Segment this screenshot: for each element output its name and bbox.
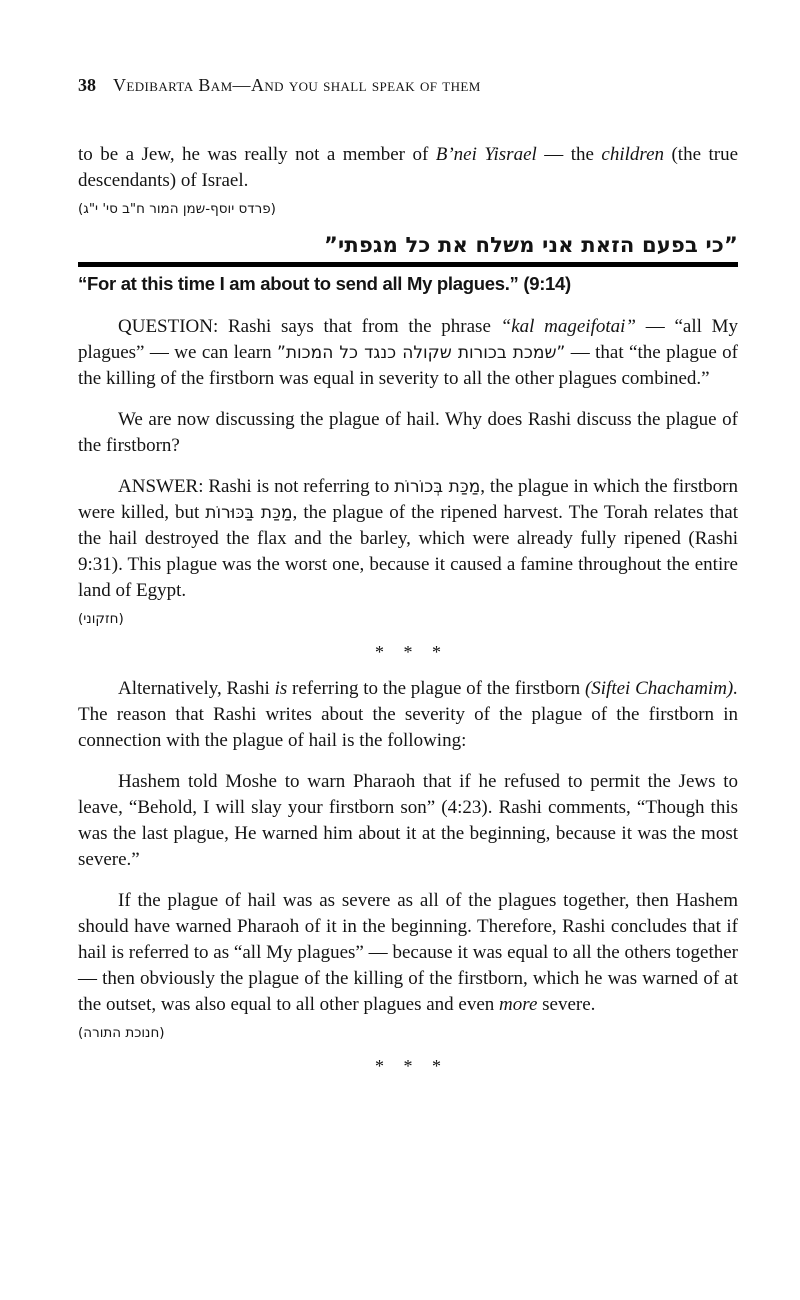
intro-paragraph — [78, 142, 738, 194]
italic-text: children — [601, 144, 665, 165]
intro-source-citation: (פרדס יוסף-שמן המור ח"ב סי' י"ג) — [78, 201, 276, 217]
body-text: — that “the plague of the killing of the firstborn was equal in severity to all the other plagues combined.” — [78, 342, 738, 389]
heading-rule — [78, 262, 738, 267]
verse-heading — [78, 232, 738, 296]
body-text: severe. — [537, 994, 596, 1015]
body-text: referring to the plague of the firstborn — [287, 678, 585, 699]
italic-text: (Siftei Chachamim). — [584, 678, 738, 699]
hebrew-inline-text: מַכַּת בְּכוֹרוֹת — [394, 477, 481, 497]
running-header — [78, 74, 738, 96]
section-separator-2: * * * — [375, 1056, 441, 1076]
italic-text: is — [274, 678, 288, 699]
answer-paragraph — [78, 474, 738, 604]
body-text: , the plague of the ripened harvest. The Torah relates that the hail destroyed the flax and the barley, which were already fully ripened (Rashi 9:31). This plague was the worst one, because it caused a famine throughout the entire land of Egypt. — [78, 502, 738, 601]
hebrew-inline-text: ”שמכת בכורות שקולה כנגד כל המכות” — [277, 343, 566, 363]
conclusion-paragraph — [78, 888, 738, 1018]
body-text: ANSWER: Rashi is not referring to — [118, 476, 395, 497]
body-text: — the — [536, 144, 602, 165]
italic-text: more — [499, 994, 538, 1015]
body-text: (the true descendants) of Israel. — [78, 144, 739, 191]
hebrew-inline-text: מַכַּת בַּכּוּרוֹת — [205, 503, 293, 523]
italic-text: B’nei Yisrael — [435, 144, 537, 165]
body-text: Alternatively, Rashi — [118, 678, 275, 699]
question-paragraph — [78, 314, 738, 392]
discussion-paragraph — [78, 407, 738, 459]
page-number: 38 — [78, 75, 96, 95]
body-text: — “all My plagues” — we can learn — [78, 316, 738, 363]
body-text: We are now discussing the plague of hail. Why does Rashi discuss the plague of the firstborn? — [78, 409, 738, 456]
italic-text: “kal mageifotai” — [500, 316, 636, 337]
answer-source-citation: (חזקוני) — [78, 611, 124, 627]
body-text: The reason that Rashi writes about the severity of the plague of the firstborn in connection with the plague of hail is the following: — [78, 704, 738, 751]
section-separator: * * * — [375, 642, 441, 662]
body-text: Hashem told Moshe to warn Pharaoh that if he refused to permit the Jews to leave, “Behold, I will slay your firstborn son” (4:23). Rashi comments, “Though this was the last plague, He warned him about it at the beginning, because it was the most severe.” — [78, 771, 738, 870]
english-verse-title: “For at this time I am about to send all My plagues.” (9:14) — [78, 273, 571, 294]
body-text: QUESTION: Rashi says that from the phrase — [118, 316, 501, 337]
conclusion-source-citation: (חנוכת התורה) — [78, 1025, 165, 1041]
body-text: , the plague in which the firstborn were killed, but — [78, 476, 738, 523]
body-text: If the plague of hail was as severe as all of the plagues together, then Hashem should have warned Pharaoh of it in the beginning. Therefore, Rashi concludes that if hail is referred to as “all My plagues” — because it was equal to all the others together — then obviously the plague of the killing of the firstborn, which he was warned of at the outset, was also equal to all other plagues and even — [78, 890, 738, 1015]
body-text: to be a Jew, he was really not a member of — [78, 144, 436, 165]
hashem-warning-paragraph — [78, 769, 738, 873]
alternative-paragraph — [78, 676, 738, 754]
running-title: Vedibarta Bam—And you shall speak of them — [113, 75, 481, 95]
hebrew-verse-title: ”כי בפעם הזאת אני משלח את כל מגפתי” — [324, 233, 738, 257]
